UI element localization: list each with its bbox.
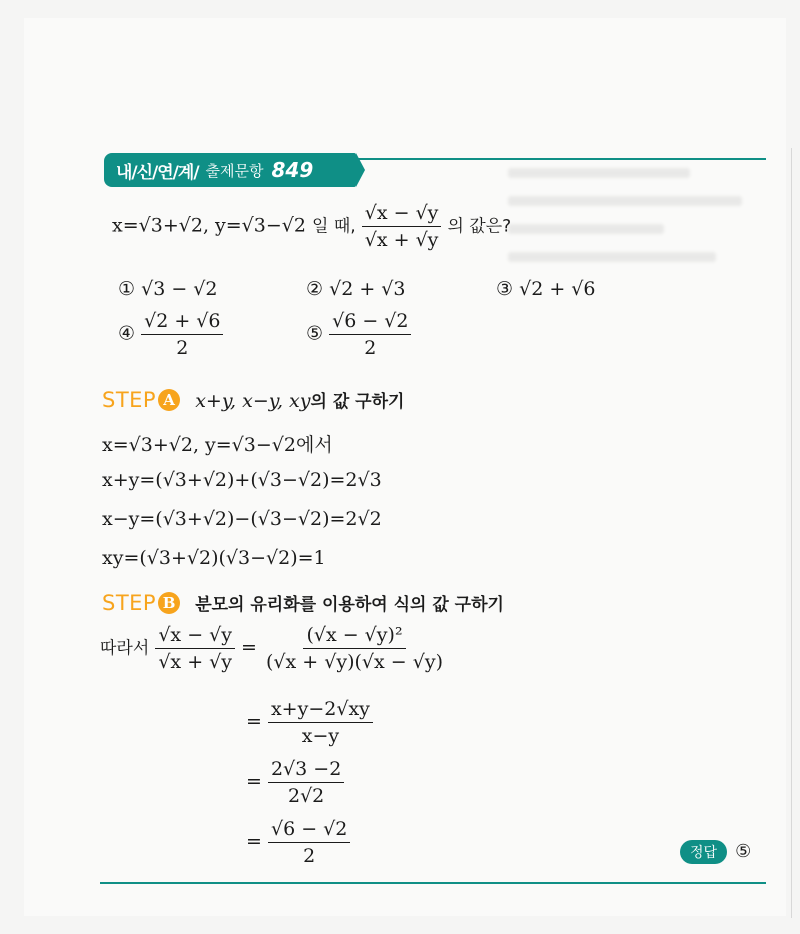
bottom-rule [100, 882, 766, 884]
equals-sign: = [246, 770, 262, 793]
choice-1[interactable] [118, 278, 217, 300]
equals-sign: = [246, 710, 262, 733]
step-a-heading [102, 387, 404, 412]
choice-fraction [141, 310, 223, 359]
choice-numerator: √2 + √6 [141, 310, 223, 335]
choice-mark: ④ [118, 322, 136, 345]
step-b-heading [102, 590, 504, 615]
eq3-numerator: 2√3 −2 [268, 758, 344, 783]
choice-denominator: 2 [176, 337, 189, 359]
header-title: 출제문항 [205, 161, 264, 180]
eq1-denominator: (√x + √y)(√x − √y) [266, 651, 443, 673]
step-b-eq2 [246, 698, 373, 747]
series-label: 내/신/연/계/ [116, 162, 199, 183]
choice-text: √2 + √3 [329, 278, 406, 300]
when-text: 일 때, [312, 216, 356, 237]
eq2-fraction [268, 698, 373, 747]
step-b-eq3 [246, 758, 344, 807]
choice-3[interactable] [496, 278, 595, 300]
target-expression [362, 202, 442, 251]
step-a-line-2: x+y=(√3+√2)+(√3−√2)=2√3 [102, 469, 382, 491]
eq1-numerator: (√x − √y)² [303, 624, 405, 649]
step-letter-badge: A [158, 389, 180, 411]
step-a-line-1: x=√3+√2, y=√3−√2에서 [102, 434, 333, 456]
answer-block [680, 840, 751, 864]
header-rule [356, 158, 766, 160]
choice-mark: ⑤ [306, 322, 324, 345]
expr-denominator: √x + √y [364, 229, 439, 251]
choice-mark: ③ [496, 278, 514, 300]
eq3-denominator: 2√2 [287, 785, 325, 807]
step-a-line-3: x−y=(√3+√2)−(√3−√2)=2√2 [102, 508, 382, 530]
step-a-title-math: x+y, x−y, xy [195, 390, 311, 412]
margin-line [791, 148, 792, 918]
step-a-title: 의 값 구하기 [310, 392, 405, 412]
problem-header-badge [104, 153, 356, 187]
step-b-title: 분모의 유리화를 이용하여 식의 값 구하기 [195, 595, 504, 615]
eq2-numerator: x+y−2√xy [268, 698, 373, 723]
bleed-through-text [508, 168, 768, 348]
problem-number: 849 [271, 158, 314, 182]
eq4-fraction [268, 818, 350, 867]
choice-5[interactable] [306, 310, 411, 359]
question-text: 의 값은? [447, 216, 512, 237]
equals-sign: = [241, 636, 257, 659]
given-values: x=√3+√2, y=√3−√2 [112, 214, 306, 237]
step-b-first-line [100, 624, 446, 673]
choice-2[interactable] [306, 278, 405, 300]
step-label: STEP [102, 591, 157, 615]
choice-4[interactable] [118, 310, 223, 359]
answer-label-badge: 정답 [680, 840, 727, 864]
expr-numerator: √x − √y [362, 202, 442, 227]
eq2-denominator: x−y [301, 725, 340, 747]
lhs-denominator: √x + √y [158, 651, 232, 673]
therefore-text: 따라서 [100, 638, 150, 659]
lhs-numerator: √x − √y [155, 624, 235, 649]
choice-numerator: √6 − √2 [329, 310, 411, 335]
step-label: STEP [102, 388, 157, 412]
step-letter-badge: B [158, 592, 180, 614]
answer-value: ⑤ [735, 841, 752, 862]
eq4-numerator: √6 − √2 [268, 818, 350, 843]
eq4-denominator: 2 [303, 845, 316, 867]
choice-mark: ① [118, 278, 136, 300]
lhs-fraction [155, 624, 235, 673]
choice-text: √2 + √6 [519, 278, 596, 300]
choice-denominator: 2 [364, 337, 377, 359]
problem-statement [112, 202, 511, 251]
equals-sign: = [246, 830, 262, 853]
eq1-fraction [263, 624, 446, 673]
step-a-line-4: xy=(√3+√2)(√3−√2)=1 [102, 547, 326, 569]
choice-fraction [329, 310, 411, 359]
choice-mark: ② [306, 278, 324, 300]
eq3-fraction [268, 758, 344, 807]
choice-text: √3 − √2 [141, 278, 218, 300]
step-b-eq4 [246, 818, 350, 867]
